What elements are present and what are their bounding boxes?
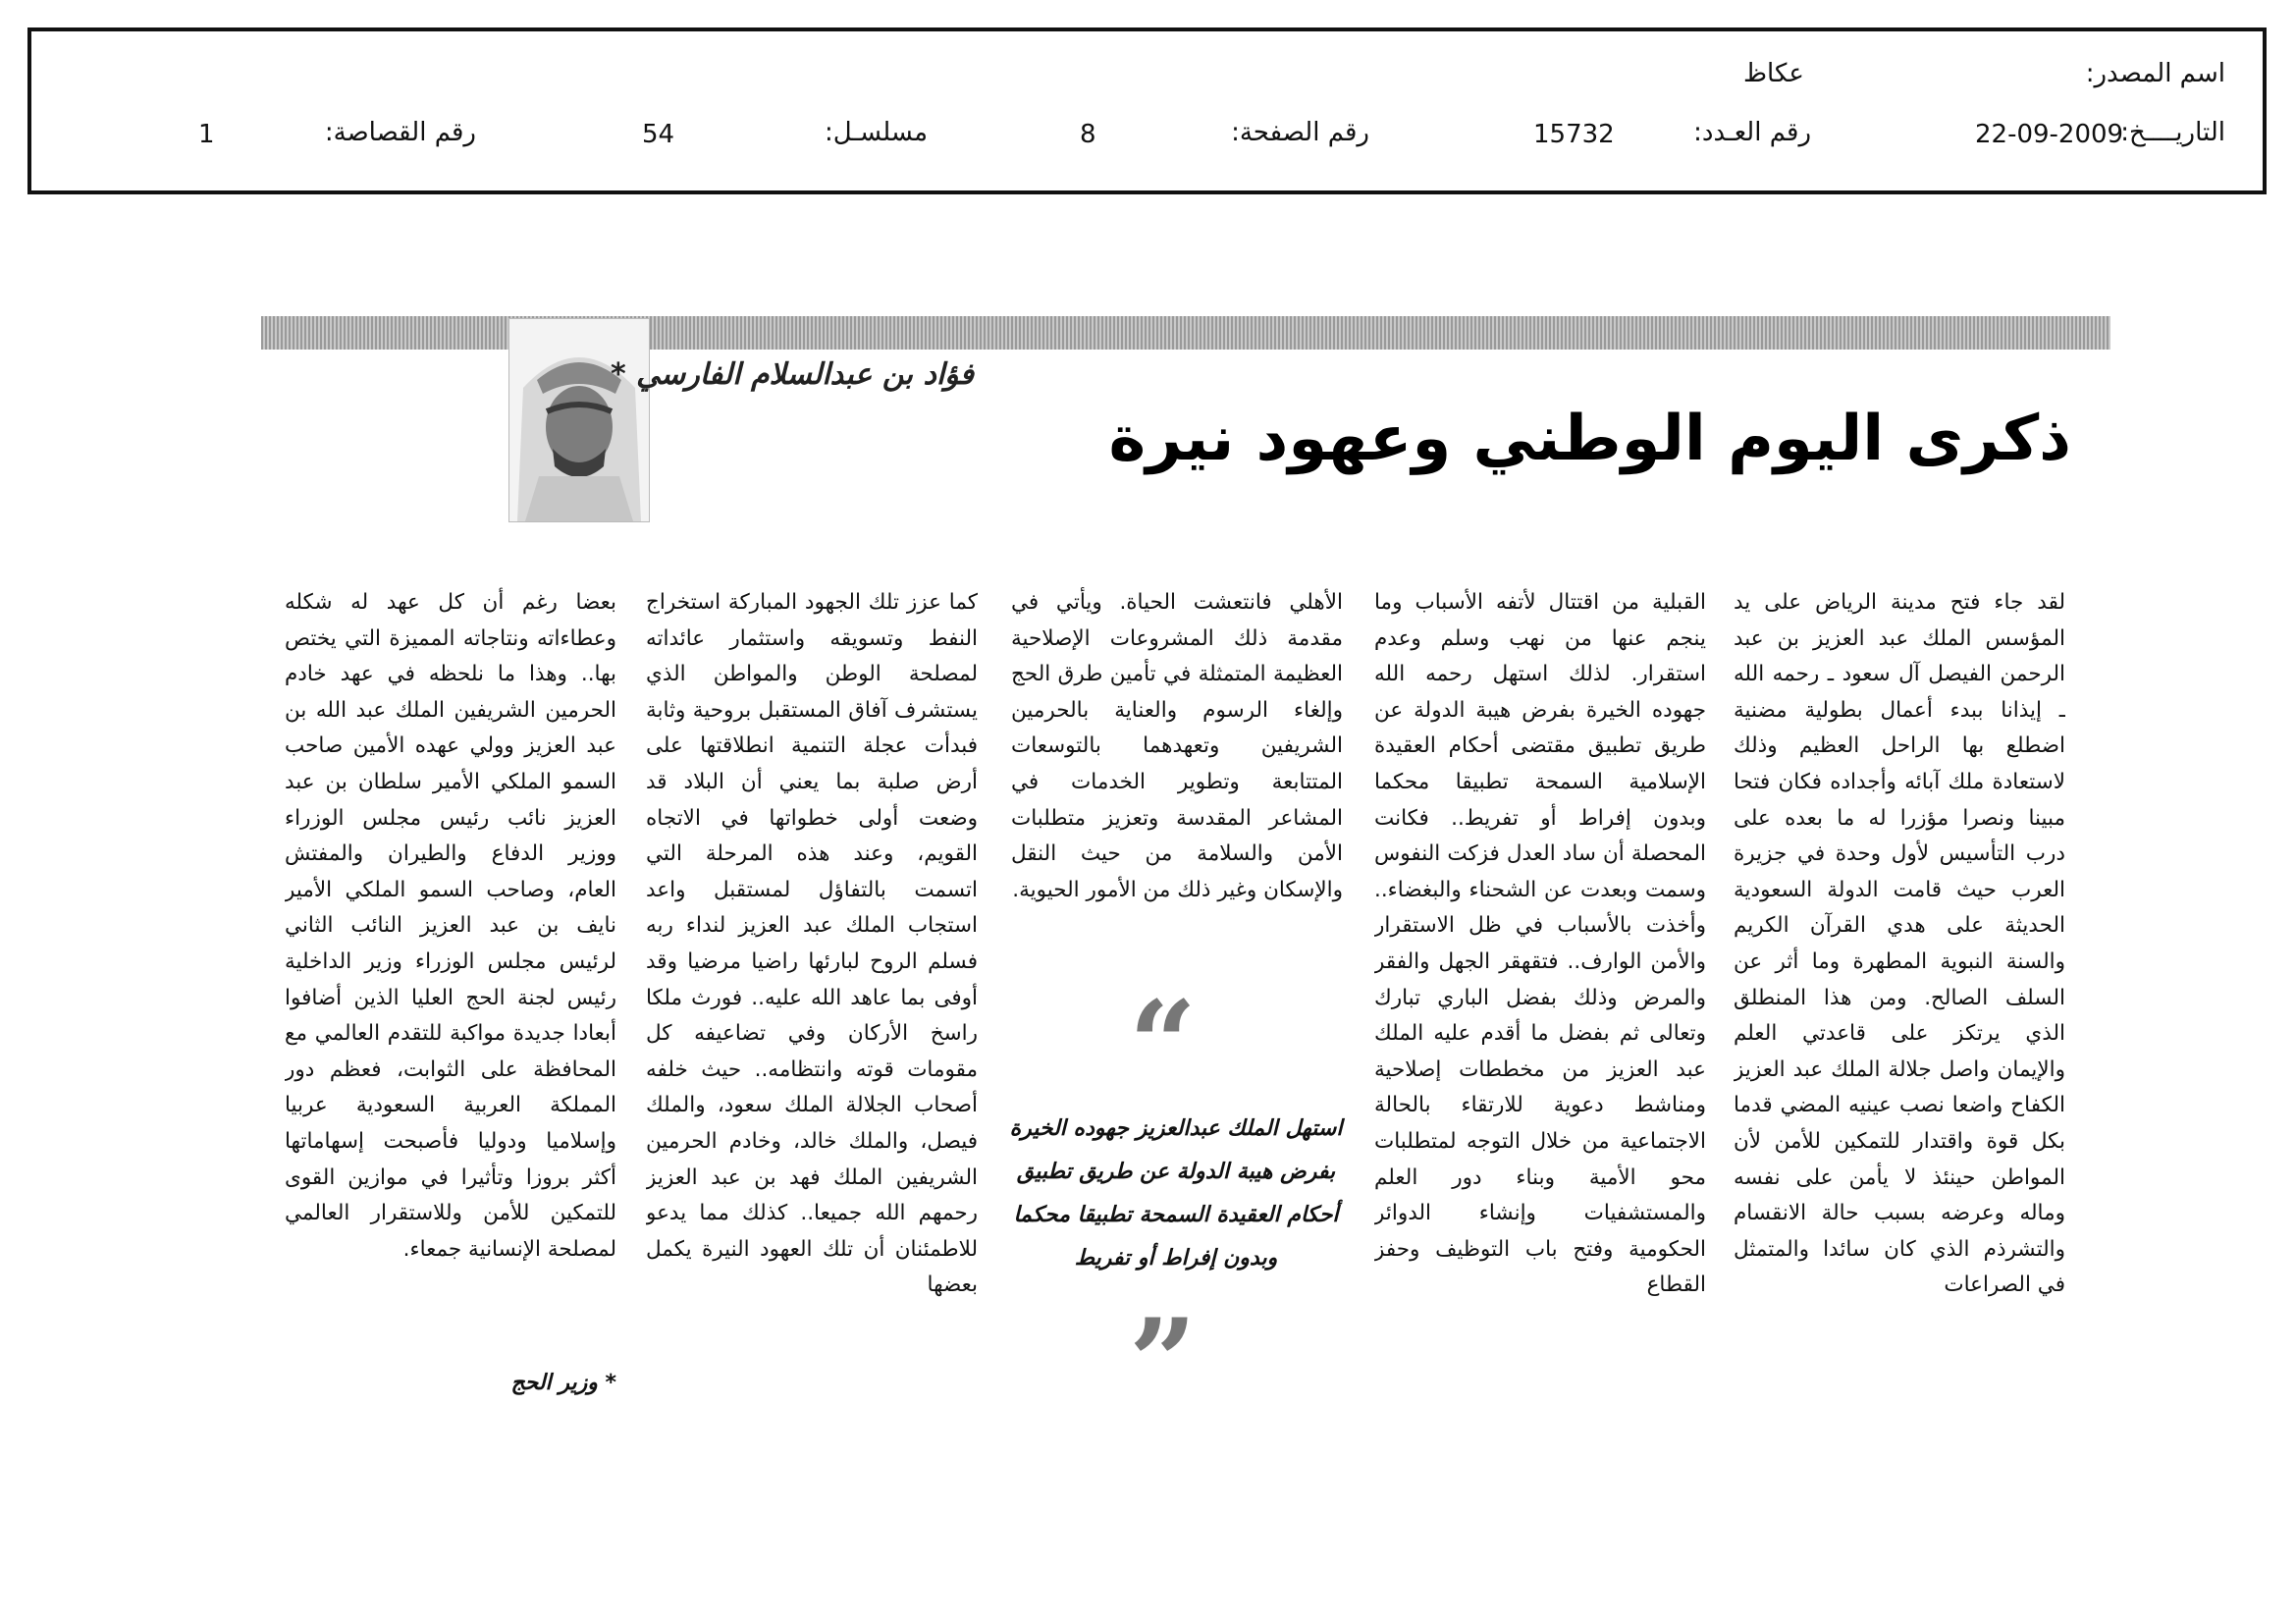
column-1-text: لقد جاء فتح مدينة الرياض على يد المؤسس الملك عبد العزيز بن عبد الرحمن الفيصل آل سعود ـ رحمه الله ـ إيذانا ببدء أعمال بطولية مضنية اضطلع بها الراحل العظيم وذلك لاستعادة ملك آبائه وأجداده فكان فتحا مبينا ونصرا مؤزرا له ما بعده على درب التأسيس لأول وحدة في جزيرة العرب حيث قامت الدولة السعودية الحديثة على هدي القرآن الكريم والسنة النبوية المطهرة وما أثر عن السلف الصالح. ومن هذا المنطلق الذي يرتكز على قاعدتي العلم والإيمان واصل جلالة الملك عبد العزيز الكفاح واضعا نصب عينيه المضي قدما بكل قوة واقتدار للتمكين للأمن لأن المواطن حينئذ لا يأمن على نفسه وماله وعرضه بسبب حالة الانقسام والتشرذم الذي كان سائدا والمتمثل في الصراعات	[1734, 590, 2065, 1298]
page-label: رقم الصفحة:	[1231, 118, 1369, 147]
column-5-text: بعضا رغم أن كل عهد له شكله وعطاءاته ونتاجاته المميزة التي يختص بها.. وهذا ما نلحظه في عهد خادم الحرمين الشريفين الملك عبد الله بن عبد العزيز وولي عهده الأمين صاحب السمو الملكي الأمير سلطان بن عبد العزيز نائب رئيس مجلس الوزراء ووزير الدفاع والطيران والمفتش العام، وصاحب السمو الملكي الأمير نايف بن عبد العزيز النائب الثاني لرئيس مجلس الوزراء وزير الداخلية رئيس لجنة الحج العليا الذين أضافوا أبعادا جديدة مواكبة للتقدم العالمي مع المحافظة على الثوابت، فعظم دور المملكة العربية السعودية عربيا وإسلاميا ودوليا فأصبحت إسهاماتها أكثر بروزا وتأثيرا في موازين القوى للتمكين للأمن وللاستقرار العالمي لمصلحة الإنسانية جمعاء.	[285, 590, 616, 1262]
source-value: عكاظ	[1743, 59, 1804, 88]
source-label: اسم المصدر:	[2085, 59, 2225, 88]
pull-quote: استهل الملك عبدالعزيز جهوده الخيرة بفرض هيبة الدولة عن طريق تطبيق أحكام العقيدة السمحة تطبيقا محكما وبدون إفراط أو تفريط	[1009, 1116, 1343, 1271]
article-headline: ذكرى اليوم الوطني وعهود نيرة	[1108, 403, 2071, 475]
author-signoff: * وزير الحج	[510, 1371, 616, 1395]
serial-value: 54	[642, 120, 675, 149]
article-column-1	[1734, 585, 2065, 1410]
article-column-4	[646, 585, 978, 1410]
author-photo	[508, 318, 650, 522]
column-3-text: الأهلي فانتعشت الحياة. ويأتي في مقدمة ذلك المشروعات الإصلاحية العظيمة المتمثلة في تأمين طرق الحج وإلغاء الرسوم والعناية بالحرمين الشريفين وتعهدهما بالتوسعات المتتابعة وتطوير الخدمات في المشاعر المقدسة وتعزيز متطلبات الأمن والسلامة من حيث النقل والإسكان وغير ذلك من الأمور الحيوية.	[1011, 590, 1343, 902]
article-column-3	[1011, 585, 1343, 958]
clip-label: رقم القصاصة:	[324, 118, 476, 147]
column-2-text: القبلية من اقتتال لأتفه الأسباب وما ينجم عنها من نهب وسلم وعدم استقرار. لذلك استهل رحمه الله جهوده الخيرة بفرض هيبة الدولة عن طريق تطبيق مقتضى أحكام العقيدة الإسلامية السمحة تطبيقا محكما وبدون إفراط أو تفريط.. فكانت المحصلة أن ساد العدل فزكت النفوس وسمت وبعدت عن الشحناء والبغضاء.. وأخذت بالأسباب في ظل الاستقرار والأمن الوارف.. فتقهقر الجهل والفقر والمرض وذلك بفضل الباري تبارك وتعالى ثم بفضل ما أقدم عليه الملك عبد العزيز من مخططات إصلاحية ومناشط دعوية للارتقاء بالحالة الاجتماعية من خلال التوجه لمتطلبات محو الأمية وبناء دور العلم والمستشفيات وإنشاء الدوائر الحكومية وفتح باب التوظيف وحفز القطاع	[1374, 590, 1706, 1298]
article-column-2	[1374, 585, 1706, 1410]
open-quote-mark: “	[1129, 975, 1198, 1113]
clip-value: 1	[198, 120, 215, 149]
column-4-text: كما عزز تلك الجهود المباركة استخراج النفط وتسويقه واستثمار عائداته لمصلحة الوطن والمواطن الذي يستشرف آفاق المستقبل بروحية وثابة فبدأت عجلة التنمية انطلاقتها على أرض صلبة بما يعني أن البلاد قد وضعت أولى خطواتها في الاتجاه القويم، وعند هذه المرحلة التي اتسمت بالتفاؤل لمستقبل واعد استجاب الملك عبد العزيز لنداء ربه فسلم الروح لبارئها راضيا مرضيا وقد أوفى بما عاهد الله عليه.. فورث ملكا راسخ الأركان وفي تضاعيفه كل مقومات قوته وانتظامه.. حيث خلفه أصحاب الجلالة الملك سعود، والملك فيصل، والملك خالد، وخادم الحرمين الشريفين الملك فهد بن عبد العزيز رحمهم الله جميعا.. كذلك مما يدعو للاطمئنان أن تلك العهود النيرة يكمل بعضها	[646, 590, 978, 1298]
date-value: 22-09-2009	[1975, 120, 2124, 149]
article-column-5	[285, 585, 616, 1371]
page-value: 8	[1080, 120, 1096, 149]
issue-value: 15732	[1533, 120, 1615, 149]
author-byline: فؤاد بن عبدالسلام الفارسي *	[610, 357, 974, 392]
date-label: التاريــــخ:	[2120, 118, 2225, 147]
serial-label: مسلسـل:	[825, 118, 928, 147]
issue-label: رقم العـدد:	[1693, 118, 1811, 147]
close-quote-mark: ”	[1129, 1293, 1198, 1432]
clipping-metadata-box	[27, 27, 2267, 194]
